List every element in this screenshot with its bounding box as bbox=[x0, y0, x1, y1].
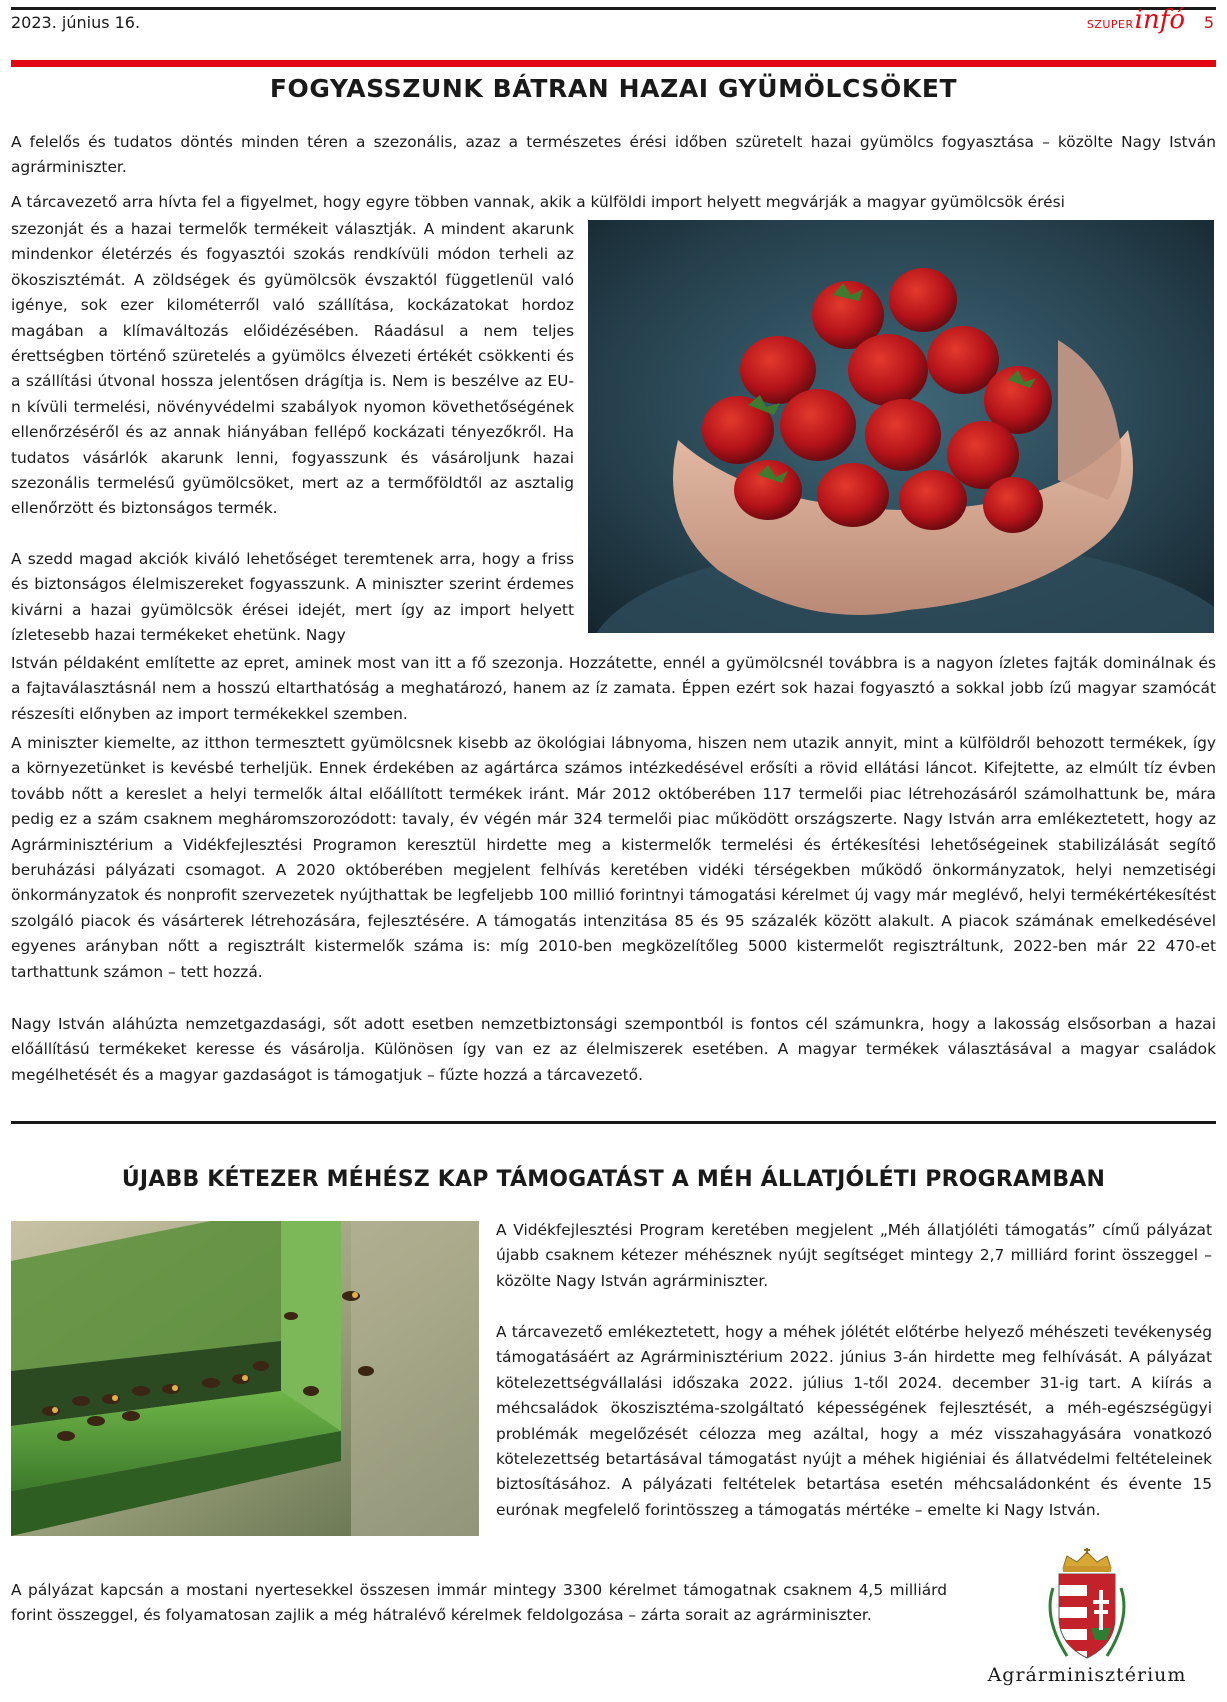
page-number: 5 bbox=[1203, 13, 1214, 32]
article-title-fruits: FOGYASSZUNK BÁTRAN HAZAI GYÜMÖLCSÖKET bbox=[269, 74, 958, 103]
article-paragraph: A felelős és tudatos döntés minden téren a szezonális, azaz a természetes érési időben szüretelt hazai gyümölcs fogyasztása – közölte Nagy István agrárminiszter. bbox=[11, 133, 1216, 177]
logo-big-text: infó bbox=[1134, 5, 1185, 35]
ministry-name: Agrárminisztérium bbox=[987, 1664, 1187, 1686]
strawberries-photo bbox=[588, 220, 1214, 633]
article-title-bees: ÚJABB KÉTEZER MÉHÉSZ KAP TÁMOGATÁST A MÉH ÁLLATJÓLÉTI PROGRAMBAN bbox=[121, 1167, 1106, 1192]
szuperinfo-logo bbox=[1086, 5, 1185, 35]
article-paragraph: A tárcavezető arra hívta fel a figyelmet, hogy egyre többen vannak, akik a külföldi import helyett megvárják a magyar gyümölcsök érési bbox=[11, 193, 1065, 211]
header-red-rule bbox=[11, 60, 1216, 67]
article-paragraph: A pályázat kapcsán a mostani nyertesekkel összesen immár mintegy 3300 kérelmet támogatnak csaknem 4,5 milliárd forint összeggel, és folyamatosan zajlik a még hátralévő kérelmek feldolgozása – zárta sorait az agrárminiszter. bbox=[11, 1581, 947, 1625]
article-paragraph: szezonját és a hazai termelők termékeit választják. A mindent akarunk mindenkor életérzés és fogyasztói szokás rendkívüli módon terheli az ökoszisztémát. A zöldségek és gyümölcsök évszaktól függetlenül való igénye, sok ezer kilométerről való szállítása, kockázatokat hordoz magában a klímaváltozás előidézésében. Ráadásul a nem teljes érettségben történő szüretelés a gyümölcs élvezeti értékét csökkenti és a szállítási útvonal hossza jelentősen drágítja is. Nem is beszélve az EU-n kívüli termelési, növényvédelmi szabályok nyomon követhetőségének ellenőrzéséről és az annak hiányában fellépő kockázati tényezőkről. Ha tudatos vásárlók akarunk lenni, fogyasszunk és vásároljunk hazai szezonális termelésű gyümölcsöket, mert az a termőföldtől az asztalig ellenőrzött és biztonságos termék. bbox=[11, 220, 574, 518]
beehive-photo bbox=[11, 1221, 479, 1536]
article-paragraph: A miniszter kiemelte, az itthon termesztett gyümölcsnek kisebb az ökológiai lábnyoma, hiszen nem utazik annyit, mint a külföldről behozott termékek, így a környezetünket is kevésbé terheljük. Ennek érdekében az agártárca számos intézkedésével erősíti a rövid ellátási láncot. Kifejtette, az elmúlt tíz évben tovább nőtt a kereslet a helyi termelők által előállított termékek iránt. Már 2012 októberében 117 termelői piac létrehozásáról számolhattunk be, mára pedig ez a szám csaknem megháromszorozódott: tavaly, év végén már 324 termelői piac működött országszerte. Nagy István arra emlékeztetett, hogy az Agrárminisztérium a Vidékfejlesztési Programon keresztül hirdette meg a kistermelők termelési és értékesítési lehetőségeinek stabilizálását segítő beruházási pályázati csomagot. A 2020 októberében megjelent felhívás keretében vidéki térségekben működő önkormányzatok, helyi nemzetiségi önkormányzatok és nonprofit szervezetek nyújthattak be legfeljebb 100 millió forintnyi támogatási kérelmet új vagy már meglévő, helyi termékértékesítést szolgáló piacok és vásárterek létrehozására, fejlesztésére. A támogatás intenzitása 85 és 95 százalék között alakult. A piacok számának emelkedésével egyenes arányban nőtt a regisztrált kistermelők száma is: míg 2010-ben megközelítőleg 5000 kistermelőt regisztráltunk, 2022-ben már 22 470-et tarthattunk számon – tett hozzá. bbox=[11, 734, 1216, 981]
issue-date: 2023. június 16. bbox=[11, 13, 141, 32]
logo-small-text: SZUPER bbox=[1086, 18, 1134, 31]
article-paragraph: Nagy István aláhúzta nemzetgazdasági, sőt adott esetben nemzetbiztonsági szempontból is fontos cél számunkra, hogy a lakosság elsősorban a hazai előállítású termékeket keresse és vásárolja. Különösen így van ez az élelmiszerek esetében. A magyar termékek választásával a magyar családok megélhetését és a magyar gazdaságot is támogatjuk – fűzte hozzá a tárcavezető. bbox=[11, 1015, 1216, 1084]
section-divider bbox=[11, 1121, 1216, 1124]
article-paragraph: A szedd magad akciók kiváló lehetőséget teremtenek arra, hogy a friss és biztonságos élelmiszereket fogyasszunk. A miniszter szerint érdemes kivárni a hazai gyümölcsök érései idejét, mert így az import helyett ízletesebb hazai termékeket ehetünk. Nagy bbox=[11, 550, 574, 645]
article-paragraph: A tárcavezető emlékeztetett, hogy a méhek jólétét előtérbe helyező méhészeti tevékenység támogatásáért az Agrárminisztérium 2022. június 3-án hirdette meg felhívását. A pályázat kötelezettségvállalási időszaka 2022. július 1-től 2024. december 31-ig tart. A kiírás a méhcsaládok ökoszisztéma-szolgáltató képességének fejlesztését, a méh-egészségügyi problémák megelőzését célozza meg azáltal, hogy a méz visszahagyására vonatkozó kötelezettség betartásával támogatást nyújt a méhek higiéniai és állatvédelmi feltételeinek biztosításához. A pályázati feltételek betartása esetén méhcsaládonként és évente 15 eurónak megfelelő forintösszeg a támogatás mértéke – emelte ki Nagy István. bbox=[496, 1323, 1212, 1519]
article-paragraph: A Vidékfejlesztési Program keretében megjelent „Méh állatjóléti támogatás” című pályázat újabb csaknem kétezer méhésznek nyújt segítséget mintegy 2,7 milliárd forint összeggel – közölte Nagy István agrárminiszter. bbox=[496, 1221, 1212, 1290]
header-top-rule bbox=[11, 7, 1216, 10]
article-paragraph: István példaként említette az epret, aminek most van itt a fő szezonja. Hozzátette, ennél a gyümölcsnél továbbra is a nagyon ízletes fajták dominálnak és a fajtaválasztásnál nem a hosszú eltarthatóság a meghatározó, hanem az íz zamata. Éppen ezért sok hazai fogyasztó a sokkal jobb ízű magyar szamócát részesíti előnyben az import termékekkel szemben. bbox=[11, 654, 1216, 723]
